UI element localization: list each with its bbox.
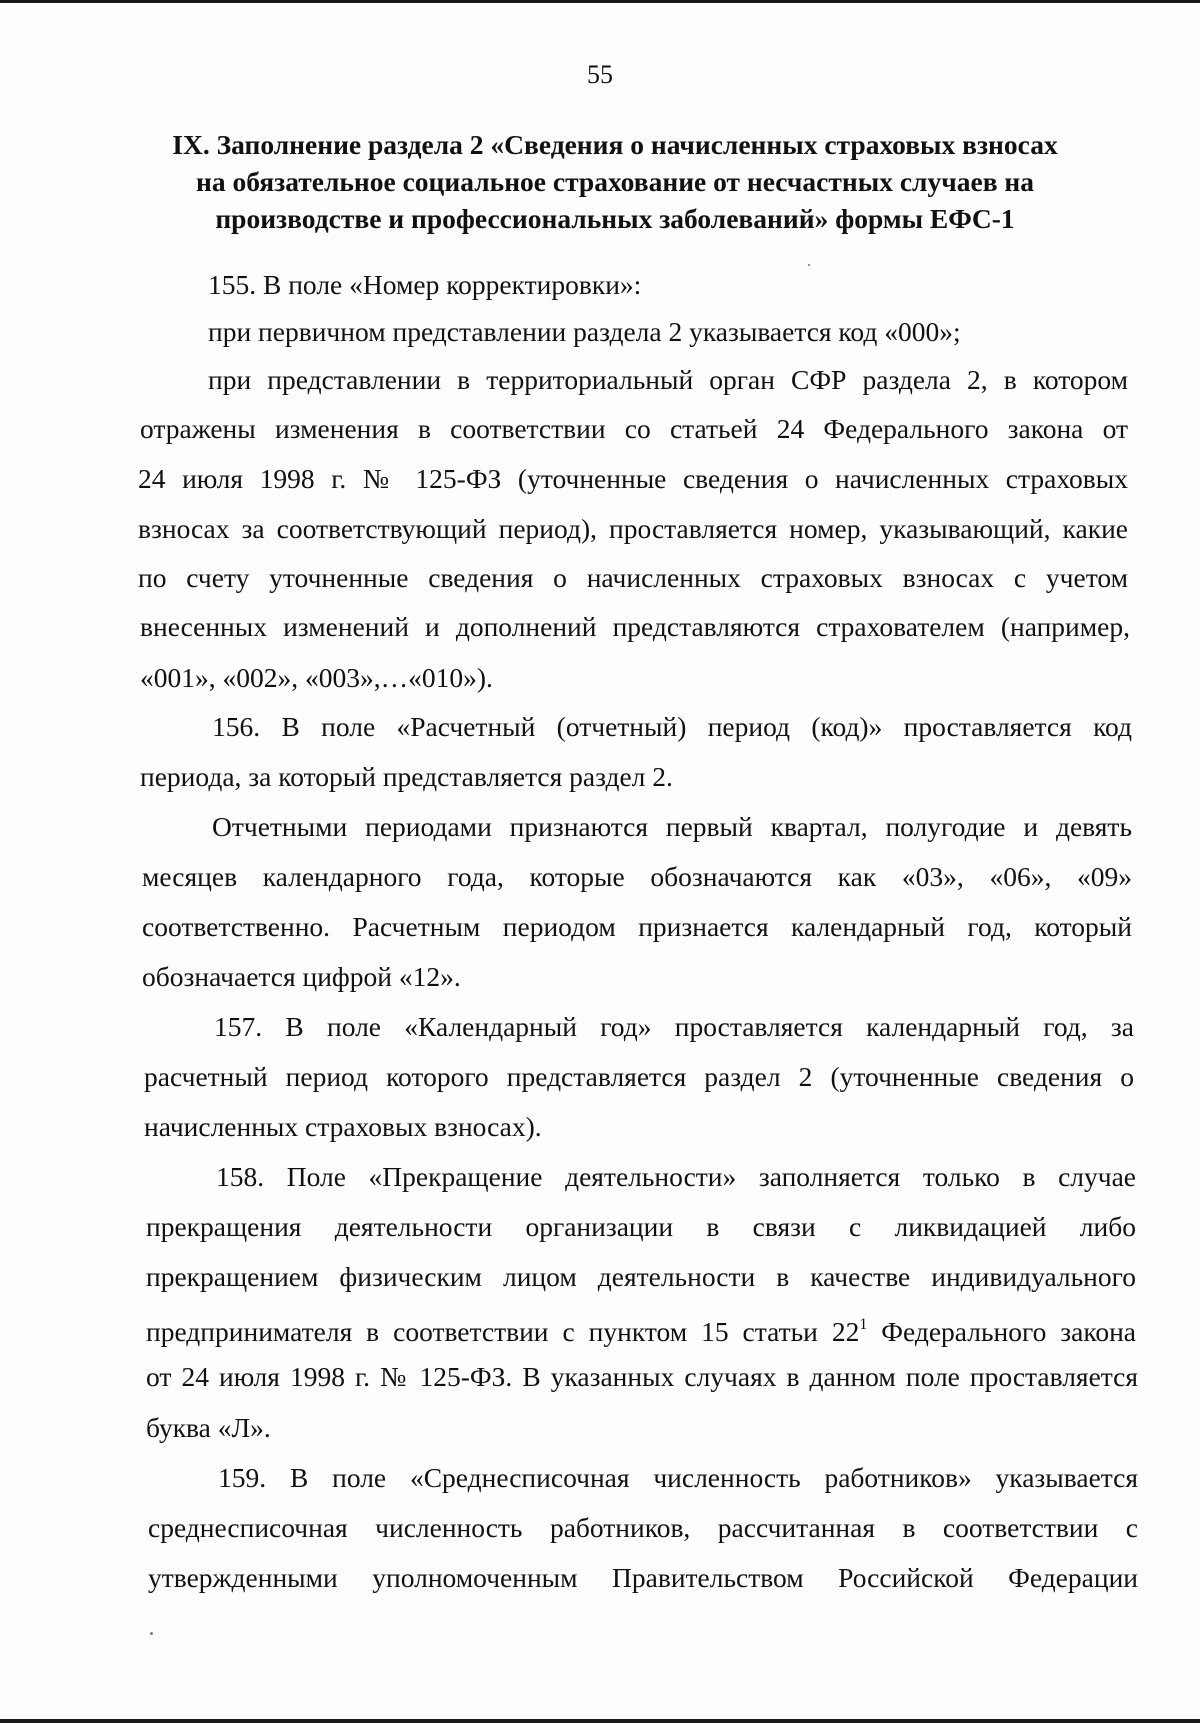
para-155b-line-1: при представлении в территориальный орган СФР раздела 2, в котором bbox=[208, 364, 1128, 395]
para-155-line-1: 155. В поле «Номер корректировки»: bbox=[208, 269, 642, 300]
heading-line-3: производстве и профессиональных заболеваний» формы ЕФС-1 bbox=[215, 203, 1015, 234]
para-158-line-4-tail: Федерального закона bbox=[867, 1316, 1136, 1348]
page-number: 55 bbox=[587, 60, 613, 89]
para-159-line-3: утвержденными уполномоченным Правительством Российской Федерации bbox=[148, 1562, 1138, 1593]
para-155b-line-4: взносах за соответствующий период), проставляется номер, указывающий, какие bbox=[138, 513, 1128, 544]
para-157-line-3: начисленных страховых взносах). bbox=[144, 1111, 542, 1142]
para-155b-line-5: по счету уточненные сведения о начисленных страховых взносах с учетом bbox=[138, 562, 1128, 593]
para-155b-line-3: 24 июля 1998 г. № 125-ФЗ (уточненные сведения о начисленных страховых bbox=[138, 463, 1128, 494]
para-158-line-6: буква «Л». bbox=[146, 1412, 271, 1443]
para-156-line-2: периода, за который представляется раздел 2. bbox=[140, 761, 673, 792]
scan-speck bbox=[150, 1632, 153, 1635]
para-156a-line-3: соответственно. Расчетным периодом признается календарный год, который bbox=[142, 911, 1132, 942]
para-156a-line-4: обозначается цифрой «12». bbox=[142, 961, 461, 992]
para-159-line-1: 159. В поле «Среднесписочная численность работников» указывается bbox=[218, 1462, 1138, 1493]
para-155b-line-6: внесенных изменений и дополнений представляются страхователем (например, bbox=[140, 611, 1130, 642]
section-heading bbox=[150, 126, 1080, 237]
heading-line-1: IX. Заполнение раздела 2 «Сведения о начисленных страховых взносах bbox=[172, 129, 1058, 160]
para-157-line-1: 157. В поле «Календарный год» проставляется календарный год, за bbox=[214, 1011, 1134, 1042]
para-155a-line-1: при первичном представлении раздела 2 указывается код «000»; bbox=[208, 316, 961, 347]
para-159-line-2: среднесписочная численность работников, рассчитанная в соответствии с bbox=[148, 1512, 1138, 1543]
para-156a-line-2: месяцев календарного года, которые обозначаются как «03», «06», «09» bbox=[142, 861, 1132, 892]
para-156-line-1: 156. В поле «Расчетный (отчетный) период (код)» проставляется код bbox=[212, 711, 1132, 742]
scan-edge-bottom bbox=[0, 1719, 1200, 1723]
para-158-line-3: прекращением физическим лицом деятельности в качестве индивидуального bbox=[146, 1261, 1136, 1292]
para-158-line-5: от 24 июля 1998 г. № 125-ФЗ. В указанных случаях в данном поле проставляется bbox=[146, 1361, 1138, 1392]
scan-speck bbox=[808, 264, 810, 266]
scan-edge-top bbox=[0, 0, 1200, 3]
footnote-superscript: 1 bbox=[859, 1316, 868, 1333]
para-158-line-1: 158. Поле «Прекращение деятельности» заполняется только в случае bbox=[216, 1161, 1136, 1192]
para-156a-line-1: Отчетными периодами признаются первый квартал, полугодие и девять bbox=[212, 811, 1132, 842]
para-157-line-2: расчетный период которого представляется раздел 2 (уточненные сведения о bbox=[144, 1061, 1134, 1092]
para-158-line-4 bbox=[146, 1310, 1136, 1349]
para-155b-line-7: «001», «002», «003»,…«010»). bbox=[140, 662, 493, 693]
para-158-line-2: прекращения деятельности организации в связи с ликвидацией либо bbox=[146, 1211, 1136, 1242]
para-155b-line-2: отражены изменения в соответствии со статьей 24 Федерального закона от bbox=[140, 413, 1128, 444]
heading-line-2: на обязательное социальное страхование от несчастных случаев на bbox=[195, 166, 1035, 197]
para-158-line-4-text: предпринимателя в соответствии с пунктом 15 статьи 22 bbox=[146, 1316, 860, 1348]
